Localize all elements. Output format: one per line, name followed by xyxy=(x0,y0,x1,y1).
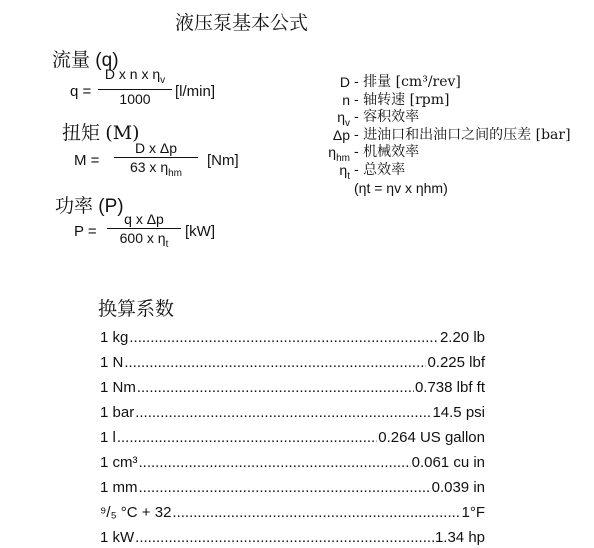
variable-row: $\eta_v$ - 容积效率 xyxy=(337,109,420,129)
conversion-heading: 换算系数 xyxy=(98,298,175,320)
list-item: 1 kg ..... 2.20 lb xyxy=(100,322,485,347)
torque-heading-cn: 扭矩 xyxy=(62,122,101,144)
power-heading-sym: (P) xyxy=(98,196,124,217)
flow-heading-cn: 流量 xyxy=(52,49,91,71)
variable-row: $\eta_{hm}$ - 机械效率 xyxy=(328,144,420,165)
power-numerator: q x Δp xyxy=(124,211,164,227)
variable-row: $\eta_t$ - 总效率 xyxy=(339,161,406,182)
flow-unit: [l/min] xyxy=(175,83,216,100)
flow-lhs: q = xyxy=(70,83,92,100)
power-unit: [kW] xyxy=(185,223,215,240)
variable-row: Δp - 进油口和出油口之间的压差 [bar] xyxy=(332,126,571,143)
list-item: 1 l ..... 0.264 US gallon xyxy=(100,422,485,447)
variable-legend xyxy=(296,74,576,197)
torque-denominator: 63 x $\eta_{hm}$ xyxy=(114,157,198,183)
list-item: ⁹/₅ °C + 32 ..... 1°F xyxy=(100,497,485,522)
flow-denominator: 1000 xyxy=(98,89,172,108)
page-title: 液压泵基本公式 xyxy=(175,12,309,34)
power-denominator: 600 x $\eta_t$ xyxy=(107,228,181,254)
list-item: 1 N ..... 0.225 lbf xyxy=(100,347,485,372)
variable-row: n - 轴转速 [rpm] xyxy=(342,91,450,108)
list-item: 1 bar ..... 14.5 psi xyxy=(100,397,485,422)
variable-row: D - 排量 [cm³/rev] xyxy=(339,74,461,90)
efficiency-relation-row xyxy=(296,180,576,198)
list-item: 1 kW ..... 1.34 hp xyxy=(100,522,485,547)
flow-heading-sym: (q) xyxy=(95,50,119,71)
torque-heading-sym: (M) xyxy=(105,122,140,144)
flow-fraction xyxy=(98,66,172,108)
power-fraction xyxy=(107,211,181,254)
efficiency-relation: (ηt = ηv x ηhm) xyxy=(354,179,448,196)
list-item: 1 Nm ..... 0.738 lbf ft xyxy=(100,372,485,397)
flow-numerator: D x n x $\eta_v$ xyxy=(104,66,166,86)
conversion-table xyxy=(100,322,485,547)
torque-numerator: D x Δp xyxy=(134,140,178,156)
power-heading-cn: 功率 xyxy=(55,195,94,217)
list-item: 1 cm³ ..... 0.061 cu in xyxy=(100,447,485,472)
list-item: 1 mm ..... 0.039 in xyxy=(100,472,485,497)
torque-lhs: M = xyxy=(74,152,100,169)
torque-fraction xyxy=(114,140,198,183)
power-lhs: P = xyxy=(74,223,97,240)
torque-unit: [Nm] xyxy=(207,152,239,169)
